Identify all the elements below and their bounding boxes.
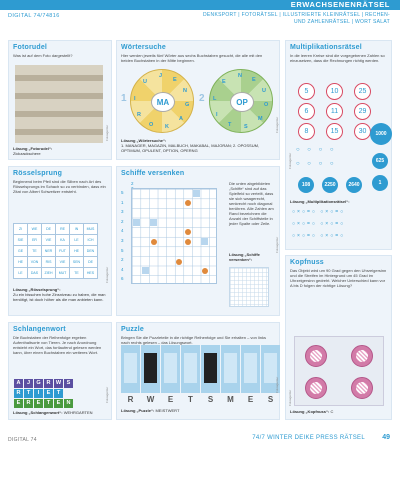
- ship-part: [142, 267, 149, 274]
- puzzle-letter: M: [227, 395, 234, 404]
- puzzle-tile: [221, 345, 240, 393]
- puzzle-fotoraetsel: [8, 40, 112, 160]
- puzzle-credit: Fotoagentur: [275, 376, 279, 393]
- number-circle: 5: [298, 83, 315, 100]
- puzzle-letter: S: [267, 395, 274, 404]
- puzzle-woertersuche: [116, 40, 280, 160]
- hit-dot: [202, 268, 208, 274]
- puzzle-solution: Lösung „Puzzle“: MEISTWERT: [121, 408, 180, 413]
- result-circle: 1000: [370, 123, 392, 145]
- snake-row-2: R T I E T: [14, 389, 63, 398]
- hit-dot: [151, 239, 157, 245]
- kopfnuss-desc: Das Objekt wird um 90 Grad gegen den Uhrzeigersinn und die Streifen im Hintergrund um 45 Grad im Uhrzeigersinn gedreht. Welcher Unterschied kann vor A bis D folgen der richtige Lösung?: [290, 268, 387, 288]
- hit-dot: [185, 239, 191, 245]
- hit-dot: [176, 259, 182, 265]
- schiffe-title: Schiffe versenken: [121, 170, 185, 177]
- puzzle-multiplikation: Multiplikationsrätsel In die leeren Kreise sind die vorgegebenen Zahlen so einzusetzen, dass die Rechnungen richtig werden. 5 10 25 6 11 29 8 15 30 ○ ○ ○ ○ ○ ○ ○ ○ 1000 625 1 108 2250 2640 Fotoagentur Lösung „Multiplikationsrätsel“: ○×○=○ ○×○=○ ○×○=○ ○×○=○ ○×○=○ ○×○=○: [285, 40, 392, 250]
- puzzle-schlangenwort: [8, 322, 112, 420]
- header-categories: DENKSPORT | FOTORÄTSEL | ILLUSTRIERTE KLEINRÄTSEL | RECHEN- UND ZAHLENRÄTSEL | WORT SALAT: [202, 12, 390, 25]
- multi-solution: Lösung „Multiplikationsrätsel“:: [290, 199, 350, 204]
- row-numbers: 5 1 3 2 4 3 5 2 4 6: [121, 190, 124, 282]
- fotoraetsel-title: Fotorudel: [13, 44, 48, 51]
- result-circle: 108: [298, 177, 314, 193]
- roessel-solution: Lösung „Rösselsprung“: Zu ein bisschen hohe Zinsniveau zu haben, die man benötigt, ist doch höher als die man anbieten kann.: [13, 287, 106, 302]
- woertersuche-title: Wörtersuche: [121, 44, 166, 51]
- puzzle-schiffe-versenken: [116, 166, 280, 316]
- multi-title: Multiplikationsrätsel: [290, 44, 362, 51]
- schlangen-solution: Lösung „Schlangenwort“: WEHRGARTEN: [13, 410, 93, 415]
- result-circle: 2640: [346, 177, 362, 193]
- roessel-title: Rösselsprung: [13, 170, 63, 177]
- fotoraetsel-photo: [15, 65, 103, 143]
- woertersuche-credit: Fotoagentur: [275, 116, 279, 133]
- schlangen-title: Schlangenwort: [13, 326, 66, 333]
- fotoraetsel-solution: Lösung „Fotorudel“: Zickzackschere: [13, 146, 53, 156]
- kopfnuss-title: Kopfnuss: [290, 259, 324, 266]
- top-banner: [0, 0, 400, 10]
- letter-wheel-2: N E U O M S T I L E OP: [209, 69, 273, 133]
- page-number: 49: [382, 434, 390, 441]
- column-numbers: 2: [131, 181, 137, 186]
- multi-desc: In die leeren Kreise sind die vorgegebenen Zahlen so einzusetzen, dass die Rechnungen richtig werden.: [290, 53, 385, 63]
- footer-left: DIGITAL 74: [8, 437, 37, 443]
- snake-row-3: E R E T E N: [14, 399, 73, 408]
- number-circle: 10: [326, 83, 343, 100]
- puzzle-tile: [161, 345, 180, 393]
- puzzle-tile: [201, 345, 220, 393]
- multi-credit: Fotoagentur: [288, 152, 292, 169]
- schiffe-desc: Die unten abgebildeten „Schiffe“ sind auf das Spielfeld so verteilt, dass sie sich waagerecht, senkrecht noch diagonal berühren. Alle Zahlen am Rand bezeichnen die Anzahl der Schiffsteile in jeder Spalte oder Zeile.: [229, 181, 274, 226]
- result-circle: 1: [372, 175, 388, 191]
- puzzle-letter: E: [167, 395, 174, 404]
- kopfnuss-credit: Fotoagentur: [288, 389, 292, 406]
- option-d: [351, 377, 373, 399]
- header-left: DIGITAL 74/74816: [8, 13, 60, 19]
- number-circle: 15: [326, 123, 343, 140]
- hit-dot: [185, 229, 191, 235]
- wheel1-center: MA: [151, 92, 175, 112]
- fotoraetsel-credit: Fotoagentur: [105, 124, 109, 141]
- ship-grid-cells: [131, 188, 217, 284]
- number-circle: 25: [354, 83, 371, 100]
- roessel-grid: ZI WE DE RE IN MUS SIE ER VIE KA LE ICH GE TE NER FUT HE DEN HE VON RIS VIE SEN DE LE DAS ZIEH MUT TE HES: [13, 223, 98, 279]
- puzzle-letter: T: [188, 395, 193, 404]
- result-circle: 625: [372, 153, 388, 169]
- puzzle-tile: [181, 345, 200, 393]
- solution-grid: [229, 267, 269, 307]
- ship-part: [201, 238, 208, 245]
- puzzle-kopfnuss: [285, 255, 392, 420]
- kopfnuss-solution: Lösung „Kopfnuss“: C: [290, 409, 334, 414]
- number-circle: 29: [354, 103, 371, 120]
- footer-right: 74/7 WINTER DEIKE PRESS RÄTSEL: [252, 435, 365, 441]
- puzzle-desc: Bringen Sie die Puzzleteile in die richtige Reihenfolge und Sie erhalten – von links nach rechts gelesen – das Lösungswort.: [121, 335, 266, 345]
- option-a: [305, 345, 327, 367]
- ship-part: [193, 190, 200, 197]
- roessel-desc: Beginnend beim Pfeil sind die Silben nach Art des Rösselsprungs im Schach so zu verbinden, dass ein Zitat von Albert Schweitzer entsteht.: [13, 179, 106, 194]
- schlangen-credit: Fotoagentur: [105, 386, 109, 403]
- kopfnuss-object: [294, 336, 384, 406]
- option-b: [351, 345, 373, 367]
- wheel1-number: 1: [121, 93, 127, 104]
- number-circle: 30: [354, 123, 371, 140]
- option-c: [305, 377, 327, 399]
- number-circle: 11: [326, 103, 343, 120]
- roessel-credit: Fotoagentur: [105, 266, 109, 283]
- schlangen-desc: Die Buchstaben der Reihenfolge ergeben Aufenthaltsorte von Tieren. Je nach Anordnung entsteht ein Wort, das fortlaufend gelesen werden kann, über einen Buchstaben ein weiteres Wort.: [13, 335, 102, 355]
- wheel2-number: 2: [199, 93, 205, 104]
- woertersuche-solution: Lösung „Wörtersuche“: 1. MANAGER, MAGAZIN, MALBUCH, MAKABAL, MAJORAN; 2. OPOSSUM, OPTIMUM, OPULENT, OPTION, OPERNG: [121, 138, 260, 153]
- number-circle: 8: [298, 123, 315, 140]
- puzzle-letter: W: [146, 395, 155, 404]
- woertersuche-desc: Hier werden jeweils fünf Wörter aus sechs Buchstaben gesucht, die alle mit den beiden Buchstaben in der Mitte beginnen.: [121, 53, 263, 63]
- puzzle-tile: [141, 345, 160, 393]
- schiffe-credit: Fotoagentur: [275, 236, 279, 253]
- letter-wheel-1: J E N G A K O R I U MA: [130, 69, 194, 133]
- puzzle-letter: S: [207, 395, 214, 404]
- hit-dot: [185, 200, 191, 206]
- snake-row-1: A J G R W S: [14, 379, 73, 388]
- page-title: ERWACHSENENRÄTSEL: [290, 0, 390, 9]
- number-circle: 6: [298, 103, 315, 120]
- result-circle: 2250: [322, 177, 338, 193]
- ship-part: [150, 219, 157, 226]
- puzzle-title: Puzzle: [121, 326, 144, 333]
- puzzle-tile: [241, 345, 260, 393]
- puzzle-roesselsprung: [8, 166, 112, 316]
- puzzle-letter: E: [247, 395, 254, 404]
- puzzle-letter: R: [127, 395, 134, 404]
- puzzle-puzzle: [116, 322, 280, 420]
- schiffe-solution: Lösung „Schiffe versenken“:: [229, 252, 260, 262]
- wheel2-center: OP: [230, 92, 254, 112]
- ship-part: [133, 219, 140, 226]
- fotoraetsel-desc: Was ist auf dem Foto dargestellt?: [13, 53, 73, 58]
- puzzle-tile: [121, 345, 140, 393]
